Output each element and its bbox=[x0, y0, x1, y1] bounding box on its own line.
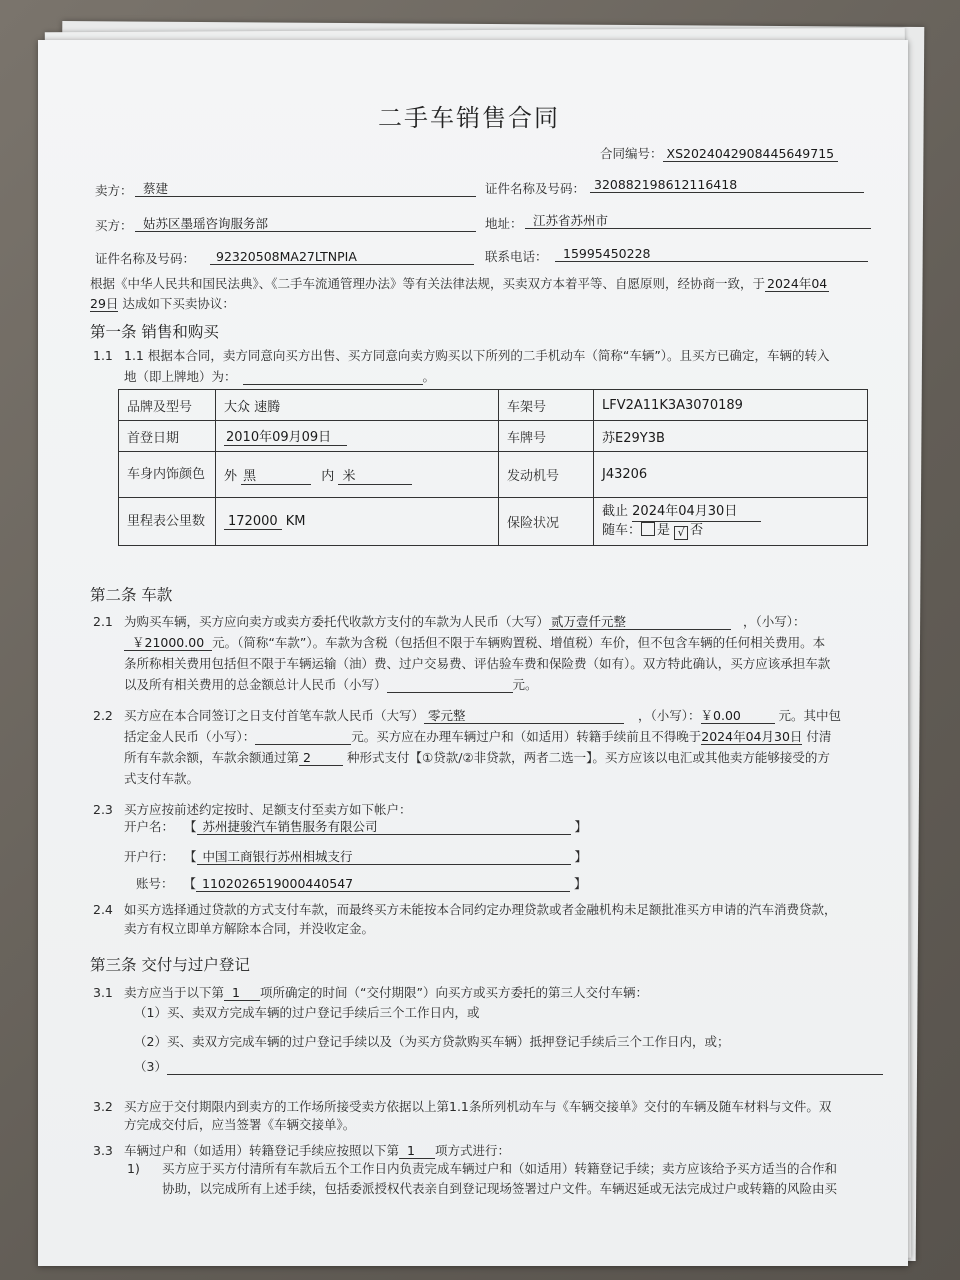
insurance-with-car bbox=[602, 522, 859, 540]
clause-2-3-number: 2.3 bbox=[93, 802, 113, 817]
total-amount-blank bbox=[387, 677, 513, 693]
seller-id-label: 证件名称及号码： bbox=[485, 181, 586, 196]
delivery-option-3-blank bbox=[167, 1059, 883, 1075]
brand-value: 大众 速腾 bbox=[216, 390, 499, 421]
transfer-option-number: 1 bbox=[399, 1143, 435, 1159]
clause-2-2-line-3 bbox=[124, 750, 830, 766]
account-name-label: 开户名： bbox=[124, 819, 175, 834]
clause-3-3-sub-1-number: 1) bbox=[127, 1161, 140, 1176]
bracket-left: 【 bbox=[184, 849, 197, 864]
checkbox-no-checked: √ bbox=[674, 526, 688, 540]
insurance-until bbox=[602, 503, 859, 522]
buyer-phone-label: 联系电话： bbox=[485, 249, 548, 264]
table-row bbox=[119, 390, 868, 421]
delivery-option-3-label: （3） bbox=[134, 1059, 167, 1074]
first-reg-label: 首登日期 bbox=[119, 421, 216, 452]
table-row bbox=[119, 421, 868, 452]
clause-2-2-text-b: ，（小写）： bbox=[638, 708, 701, 723]
insurance-label: 保险状况 bbox=[499, 498, 594, 546]
contract-number-label: 合同编号： bbox=[600, 146, 663, 161]
insurance-with-label: 随车： bbox=[602, 523, 642, 538]
clause-2-2-text-a: 买方应在本合同签订之日支付首笔车款人民币（大写） bbox=[124, 708, 425, 723]
clause-2-1-line-2 bbox=[124, 635, 825, 651]
clause-2-1-text-a: 为购买车辆，买方应向卖方或卖方委托代收款方支付的车款为人民币（大写） bbox=[124, 614, 550, 629]
clause-2-1-text-b: ，（小写）： bbox=[743, 614, 806, 629]
clause-2-2-line-2 bbox=[124, 729, 831, 745]
bank-label: 开户行： bbox=[124, 849, 175, 864]
clause-2-1-line-4 bbox=[124, 677, 538, 693]
color-label: 车身内饰颜色 bbox=[119, 452, 216, 498]
mileage-label: 里程表公里数 bbox=[119, 498, 216, 546]
clause-2-2-text-f: 所有车款余额，车款余额通过第 bbox=[124, 750, 300, 765]
clause-2-1-line-1 bbox=[124, 614, 806, 630]
seller-name: 蔡建 bbox=[135, 181, 476, 197]
first-payment-in-figures: ￥0.00 bbox=[701, 708, 775, 724]
clause-3-1-text-a: 卖方应当于以下第 bbox=[124, 985, 225, 1000]
account-name-row bbox=[124, 819, 587, 835]
delivery-option-number: 1 bbox=[224, 985, 260, 1001]
article-2-heading: 第二条 车款 bbox=[90, 586, 173, 604]
insurance-until-value: 2024年04月30日 bbox=[632, 503, 761, 522]
page-title: 二手车销售合同 bbox=[378, 104, 560, 132]
clause-2-4-line-1: 如买方选择通过贷款的方式支付车款，而最终买方未能按本合同约定办理贷款或者金融机构未足额批准买方申请的汽车消费贷款， bbox=[124, 902, 837, 917]
vin-label: 车架号 bbox=[499, 390, 594, 421]
intro-text bbox=[90, 276, 829, 292]
price-in-words: 贰万壹仟元整 bbox=[549, 614, 731, 630]
clause-3-3-sub-1-line-2: 协助，以完成所有上述手续，包括委派授权代表亲自到登记现场签署过户文件。车辆迟延或无法完成过户或转籍的风险由买 bbox=[162, 1181, 838, 1196]
table-row bbox=[119, 452, 868, 498]
clause-1-1-number: 1.1 bbox=[93, 348, 113, 363]
delivery-option-1: （1）买、卖双方完成车辆的过户登记手续后三个工作日内，或 bbox=[134, 1005, 480, 1020]
clause-3-3-text-b: 项方式进行： bbox=[435, 1143, 511, 1158]
plate-label: 车牌号 bbox=[499, 421, 594, 452]
clause-2-4-number: 2.4 bbox=[93, 902, 113, 917]
clause-3-1-number: 3.1 bbox=[93, 985, 113, 1000]
bank-value: 中国工商银行苏州相城支行 bbox=[197, 849, 571, 865]
account-number-row bbox=[136, 876, 587, 892]
mileage-unit: KM bbox=[285, 513, 306, 529]
color-interior-label: 内 bbox=[321, 468, 335, 484]
seller-id-value: 320882198612116418 bbox=[590, 177, 864, 193]
delivery-option-2: （2）买、卖双方完成车辆的过户登记手续以及（为买方贷款购买车辆）抵押登记手续后三个工作日内，或； bbox=[134, 1034, 730, 1049]
clause-3-1-line-1 bbox=[124, 985, 648, 1001]
vehicle-table bbox=[118, 389, 868, 546]
intro-line-1: 根据《中华人民共和国民法典》、《二手车流通管理办法》等有关法律法规，买卖双方本着平等、自愿原则，经协商一致，于 bbox=[90, 276, 766, 291]
transfer-location-label: 地（即上牌地）为： bbox=[124, 369, 237, 384]
clause-2-4-line-2: 卖方有权立即单方解除本合同，并没收定金。 bbox=[124, 921, 375, 936]
buyer-name: 姑苏区墨瑶咨询服务部 bbox=[135, 216, 476, 232]
clause-2-2-text-e: 付清 bbox=[806, 729, 832, 744]
color-interior-value: 米 bbox=[338, 465, 412, 485]
buyer-id-label: 证件名称及号码： bbox=[95, 251, 196, 266]
clause-2-2-number: 2.2 bbox=[93, 708, 113, 723]
checkbox-yes bbox=[641, 522, 655, 536]
first-reg-value: 2010年09月09日 bbox=[224, 426, 347, 446]
plate-value: 苏E29Y3B bbox=[594, 421, 868, 452]
intro-line-2 bbox=[90, 296, 235, 312]
insurance-yes-label: 是 bbox=[657, 523, 671, 538]
clause-3-1-text-b: 项所确定的时间（“交付期限”）向买方或买方委托的第三人交付车辆： bbox=[260, 985, 648, 1000]
clause-3-3-sub-1-line-1: 买方应于买方付清所有车款后五个工作日内负责完成车辆过户和（如适用）转籍登记手续；卖方应该给予买方适当的合作和 bbox=[162, 1161, 838, 1176]
deposit-label: 括定金人民币（小写）： bbox=[124, 729, 256, 744]
transfer-location-blank bbox=[243, 369, 423, 385]
clause-3-2-line-2: 方完成交付后，应当签署《车辆交接单》。 bbox=[124, 1117, 356, 1132]
clause-2-1-line-3: 条所称相关费用包括但不限于车辆运输（油）费、过户交易费、评估验车费和保险费（如有）。双方特此确认，买方应该承担车款 bbox=[124, 656, 831, 671]
insurance-until-label: 截止 bbox=[602, 504, 629, 519]
total-amount-unit: 元。 bbox=[512, 677, 538, 692]
intro-date-part1: 2024年04 bbox=[767, 276, 828, 291]
delivery-option-3 bbox=[134, 1059, 883, 1075]
intro-date-part2: 29日 bbox=[90, 296, 119, 311]
bank-row bbox=[124, 849, 587, 865]
clause-2-1-text-c: 元。（简称“车款”）。车款为含税（包括但不限于车辆购置税、增值税）车价，但不包含车辆的任何相关费用。本 bbox=[212, 635, 826, 650]
contract-page bbox=[38, 40, 908, 1266]
clause-1-1-line-1: 1.1 根据本合同，卖方同意向买方出售、买方同意向卖方购买以下所列的二手机动车（简称“车辆”）。且买方已确定，车辆的转入 bbox=[124, 348, 830, 363]
deposit-blank bbox=[255, 729, 351, 745]
clause-3-3-line-1 bbox=[124, 1143, 510, 1159]
contract-number bbox=[600, 146, 838, 162]
buyer-phone-value: 15995450228 bbox=[555, 246, 868, 262]
buyer-address-label: 地址： bbox=[485, 216, 523, 231]
clause-2-2-text-d: 元。买方应在办理车辆过户和（如适用）转籍手续前且不得晚于 bbox=[351, 729, 702, 744]
insurance-no-label: 否 bbox=[690, 523, 704, 538]
clause-2-2-text-g: 种形式支付【①贷款/②非贷款，两者二选一】。买方应该以电汇或其他卖方能够接受的方 bbox=[347, 750, 830, 765]
total-amount-label: 以及所有相关费用的总金额总计人民币（小写） bbox=[124, 677, 387, 692]
buyer-address-value: 江苏省苏州市 bbox=[525, 213, 871, 229]
article-3-heading: 第三条 交付与过户登记 bbox=[90, 956, 250, 974]
table-row bbox=[119, 498, 868, 546]
clause-2-2-line-4: 式支付车款。 bbox=[124, 771, 200, 786]
clause-3-2-line-1: 买方应于交付期限内到卖方的工作场所接受卖方依据以上第1.1条所列机动车与《车辆交接单》交付的车辆及随车材料与文件。双 bbox=[124, 1099, 832, 1114]
price-in-figures: ￥21000.00 bbox=[124, 635, 212, 651]
clause-2-2-text-c: 元。其中包 bbox=[778, 708, 842, 723]
account-number-value: 1102026519000440547 bbox=[196, 876, 570, 892]
intro-line-2-rest: 达成如下买卖协议： bbox=[122, 296, 235, 311]
clause-2-1-number: 2.1 bbox=[93, 614, 113, 629]
clause-2-3-line-1: 买方应按前述约定按时、足额支付至卖方如下帐户： bbox=[124, 802, 412, 817]
brand-label: 品牌及型号 bbox=[119, 390, 216, 421]
clause-3-2-number: 3.2 bbox=[93, 1099, 113, 1114]
color-exterior-value: 黑 bbox=[241, 465, 311, 485]
bracket-left: 【 bbox=[184, 819, 197, 834]
engine-value: J43206 bbox=[594, 452, 868, 498]
payment-deadline: 2024年04月30日 bbox=[701, 729, 803, 744]
article-1-heading: 第一条 销售和购买 bbox=[90, 323, 219, 341]
account-number-label: 账号： bbox=[136, 876, 174, 891]
vin-value: LFV2A11K3A3070189 bbox=[594, 390, 868, 421]
bracket-left: 【 bbox=[183, 876, 197, 891]
clause-1-1-end: 。 bbox=[422, 369, 436, 384]
bracket-right: 】 bbox=[574, 849, 588, 864]
clause-1-1-line-2 bbox=[124, 369, 435, 385]
clause-3-3-text-a: 车辆过户和（如适用）转籍登记手续应按照以下第 bbox=[124, 1143, 400, 1158]
buyer-id-value: 92320508MA27LTNPIA bbox=[210, 249, 474, 265]
engine-label: 发动机号 bbox=[499, 452, 594, 498]
clause-3-3-number: 3.3 bbox=[93, 1143, 113, 1158]
mileage-value: 172000 bbox=[224, 514, 282, 530]
buyer-label: 买方： bbox=[95, 218, 133, 233]
contract-number-value: XS2024042908445649715 bbox=[663, 146, 839, 162]
first-payment-in-words: 零元整 bbox=[424, 708, 624, 724]
seller-label: 卖方： bbox=[95, 183, 133, 198]
color-exterior-label: 外 bbox=[224, 468, 238, 484]
payment-method-number: 2 bbox=[299, 750, 343, 766]
bracket-right: 】 bbox=[574, 819, 588, 834]
bracket-right: 】 bbox=[574, 876, 587, 891]
clause-2-2-line-1 bbox=[124, 708, 841, 724]
account-name-value: 苏州捷骏汽车销售服务有限公司 bbox=[197, 819, 571, 835]
